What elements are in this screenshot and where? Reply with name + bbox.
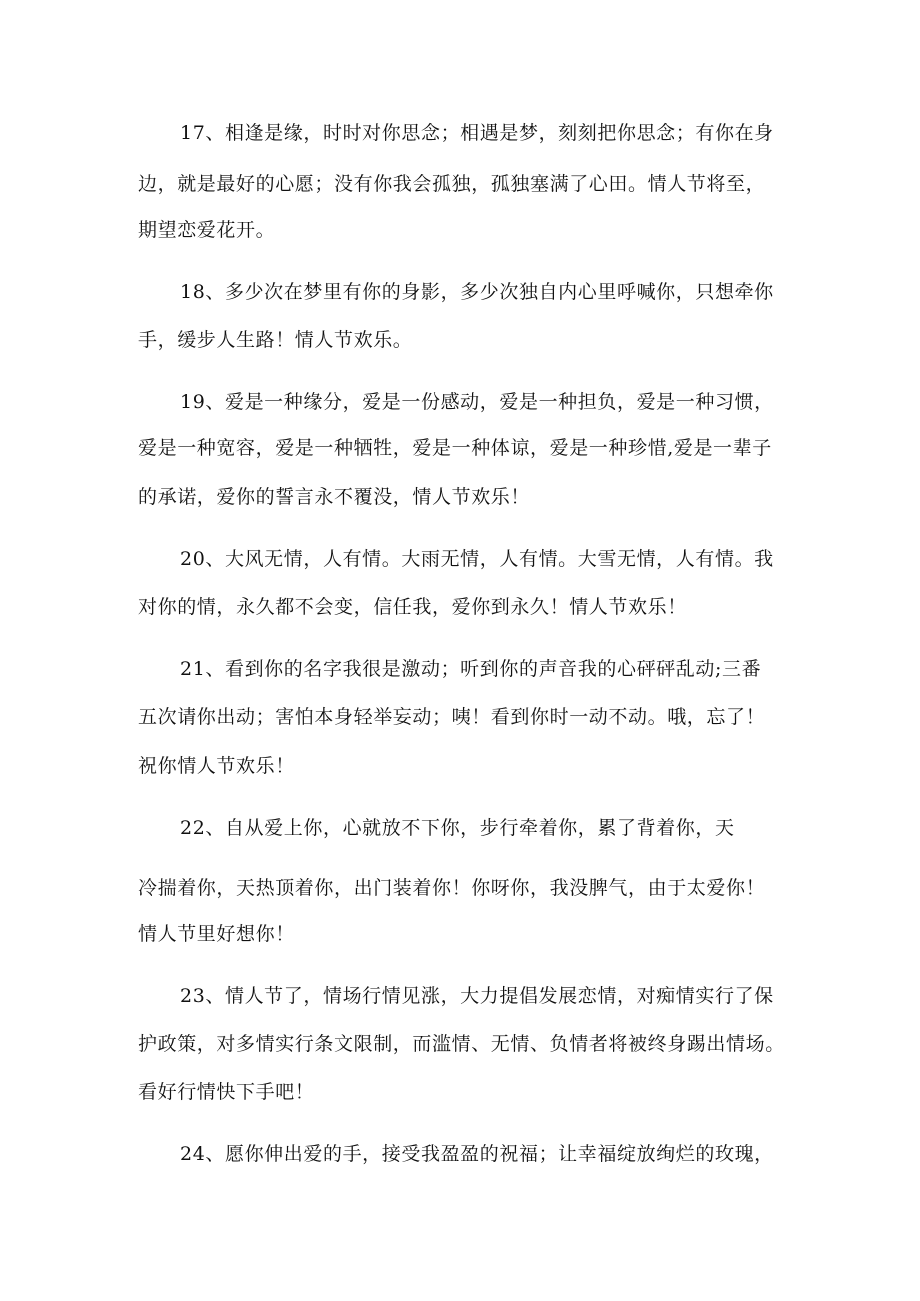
paragraph-17-line-3: 期望恋爱花开。 (138, 219, 276, 241)
paragraph-22-line-2: 冷揣着你，天热顶着你，出门装着你！你呀你，我没脾气，由于太爱你！ (138, 877, 766, 899)
paragraph-19-line-2: 爱是一种宽容，爱是一种牺牲，爱是一种体谅，爱是一种珍惜,爱是一辈子 (138, 437, 772, 459)
paragraph-22-line-1: 22、自从爱上你，心就放不下你，步行牵着你，累了背着你，天 (180, 817, 735, 839)
paragraph-20-line-1: 20、大风无情，人有情。大雨无情，人有情。大雪无情，人有情。我 (180, 548, 774, 570)
paragraph-17-line-2: 边，就是最好的心愿；没有你我会孤独，孤独塞满了心田。情人节将至， (138, 173, 766, 195)
paragraph-17-line-1: 17、相逢是缘，时时对你思念；相遇是梦，刻刻把你思念；有你在身 (180, 122, 774, 144)
paragraph-21-line-1: 21、看到你的名字我很是激动；听到你的声音我的心砰砰乱动;三番 (180, 658, 762, 680)
paragraph-21-line-3: 祝你情人节欢乐！ (138, 755, 295, 777)
paragraph-19-line-1: 19、爱是一种缘分，爱是一份感动，爱是一种担负，爱是一种习惯， (180, 391, 774, 413)
paragraph-23-line-1: 23、情人节了，情场行情见涨，大力提倡发展恋情，对痴情实行了保 (180, 985, 774, 1007)
paragraph-21-line-2: 五次请你出动；害怕本身轻举妄动；咦！看到你时一动不动。哦，忘了！ (138, 706, 766, 728)
paragraph-18-line-1: 18、多少次在梦里有你的身影，多少次独自内心里呼喊你，只想牵你 (180, 281, 774, 303)
paragraph-23-line-2: 护政策，对多情实行条文限制，而滥情、无情、负情者将被终身踢出情场。 (138, 1033, 785, 1055)
paragraph-22-line-3: 情人节里好想你！ (138, 923, 295, 945)
paragraph-24-line-1: 24、愿你伸出爱的手，接受我盈盈的祝福；让幸福绽放绚烂的玫瑰， (180, 1143, 774, 1165)
paragraph-18-line-2: 手，缓步人生路！情人节欢乐。 (138, 329, 413, 351)
paragraph-20-line-2: 对你的情，永久都不会变，信任我，爱你到永久！情人节欢乐！ (138, 596, 687, 618)
paragraph-23-line-3: 看好行情快下手吧！ (138, 1081, 315, 1103)
paragraph-19-line-3: 的承诺，爱你的誓言永不覆没，情人节欢乐！ (138, 486, 531, 508)
